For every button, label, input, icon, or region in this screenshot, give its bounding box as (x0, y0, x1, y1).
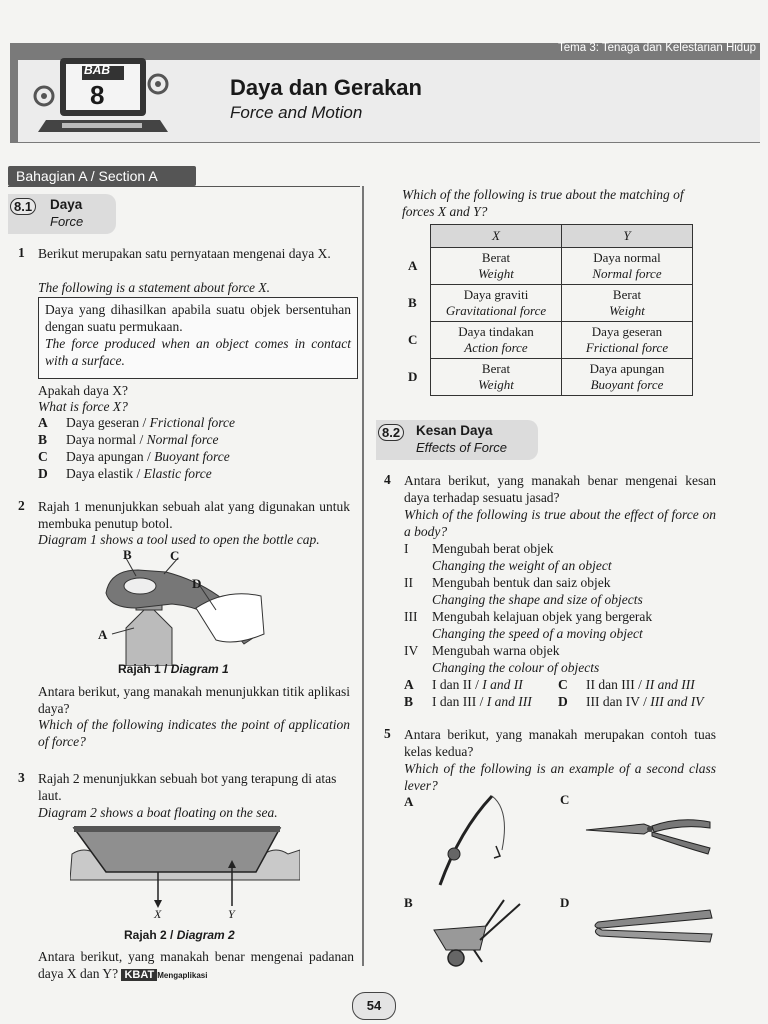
table-row[interactable]: C Daya tindakan Action force Daya geseran Frictional force (404, 322, 693, 359)
pliers-image[interactable] (584, 812, 714, 856)
statement-text: Daya yang dihasilkan apabila suatu objek bersentuhan dengan suatu permukaan. (45, 302, 351, 334)
floating-boat-diagram (70, 820, 300, 920)
statement-text-en: The force produced when an object comes in contact with a surface. (45, 336, 351, 368)
diagram-caption: Rajah 1 / Diagram 1 (118, 662, 229, 676)
list-item: IV Mengubah warna objek Changing the colour of objects (404, 643, 600, 675)
column-header-x: X (431, 225, 562, 248)
section-divider (8, 186, 360, 187)
question-number: 2 (18, 498, 25, 513)
question-ask: Antara berikut, yang manakah menunjukkan titik aplikasi daya? (38, 684, 350, 716)
fishing-rod-image[interactable] (430, 790, 520, 890)
page-number: 54 (352, 992, 396, 1020)
tongs-image[interactable] (590, 908, 716, 944)
option-d[interactable]: D III dan IV / III and IV (558, 694, 704, 709)
matching-table (404, 224, 693, 396)
question-stem-en: Diagram 1 shows a tool used to open the bottle cap. (38, 532, 320, 547)
option-b[interactable]: B I dan III / I and III (404, 694, 532, 709)
diagram-label-b: B (123, 547, 132, 562)
topic-subtitle: Effects of Force (416, 440, 508, 455)
question-stem: Rajah 2 menunjukkan sebuah bot yang terapung di atas laut. (38, 771, 337, 803)
option-c-label[interactable]: C (560, 792, 570, 807)
option-a-label[interactable]: A (404, 794, 414, 809)
chapter-number: 8 (90, 80, 105, 110)
section-label: Bahagian A / Section A (8, 166, 196, 186)
question-stem: Antara berikut, yang manakah merupakan contoh tuas kelas kedua? (404, 727, 716, 759)
question-ask-en: What is force X? (38, 399, 128, 414)
question-stem: Rajah 1 menunjukkan sebuah alat yang digunakan untuk membuka penutup botol. (38, 499, 350, 531)
question-stem: Antara berikut, yang manakah benar mengenai kesan daya terhadap sesuatu jasad? (404, 473, 716, 505)
option-c[interactable]: C II dan III / II and III (558, 677, 695, 692)
column-header-y: Y (562, 225, 693, 248)
question-ask: Antara berikut, yang manakah benar mengenai padanan daya X dan Y? KBAT Mengaplikasi (38, 949, 354, 981)
diagram-caption: Rajah 2 / Diagram 2 (124, 928, 235, 942)
topic-title: Kesan Daya (416, 423, 493, 438)
options-list (38, 414, 338, 482)
diagram-label-a: A (98, 627, 108, 642)
bottle-opener-diagram (96, 548, 266, 666)
options-grid (404, 676, 734, 710)
question-number: 4 (384, 472, 391, 487)
topic-subtitle: Force (50, 214, 84, 229)
topic-title: Daya (50, 197, 83, 212)
question-number: 1 (18, 245, 25, 260)
topic-number: 8.1 (10, 198, 36, 215)
wheelbarrow-image[interactable] (430, 896, 526, 970)
option-d[interactable]: D Daya elastik / Elastic force (38, 466, 212, 481)
table-row[interactable]: A Berat Weight Daya normal Normal force (404, 248, 693, 285)
question-number: 3 (18, 770, 25, 785)
theme-label: Tema 3: Tenaga dan Kelestarian Hidup (558, 42, 756, 54)
list-item: III Mengubah kelajuan objek yang bergerak Changing the speed of a moving object (404, 609, 653, 641)
question-stem-en: Which of the following is an example of a second class lever? (404, 761, 716, 793)
statement-box (38, 297, 358, 379)
table-row[interactable]: B Daya graviti Gravitational force Berat Weight (404, 285, 693, 322)
question-ask-en: Which of the following indicates the point of application of force? (38, 717, 350, 749)
kbat-badge: KBAT (121, 969, 157, 981)
statement-list (404, 540, 724, 676)
question-stem: Berikut merupakan satu pernyataan mengenai daya X. (38, 246, 331, 261)
table-row[interactable]: D Berat Weight Daya apungan Buoyant force (404, 359, 693, 396)
option-a[interactable]: A Daya geseran / Frictional force (38, 415, 235, 430)
chapter-subtitle: Force and Motion (230, 103, 363, 122)
kbat-level: Mengaplikasi (157, 971, 208, 980)
option-d-label[interactable]: D (560, 895, 570, 910)
question-stem-en: The following is a statement about force X. (38, 280, 270, 295)
list-item: II Mengubah bentuk dan saiz objek Changing the shape and size of objects (404, 575, 643, 607)
option-a[interactable]: A I dan II / I and II (404, 677, 523, 692)
question-number: 5 (384, 726, 391, 741)
force-label-y: Y (228, 907, 235, 921)
option-b-label[interactable]: B (404, 895, 413, 910)
option-c[interactable]: C Daya apungan / Buoyant force (38, 449, 230, 464)
question-ask: Apakah daya X? (38, 383, 128, 398)
question-stem-en: Diagram 2 shows a boat floating on the sea. (38, 805, 278, 820)
option-b[interactable]: B Daya normal / Normal force (38, 432, 219, 447)
chapter-word: BAB (84, 63, 110, 77)
diagram-label-d: D (192, 576, 202, 591)
force-label-x: X (154, 907, 162, 921)
question-stem-en: Which of the following is true about the effect of force on a body? (404, 507, 716, 539)
column-divider (362, 186, 364, 966)
topic-number: 8.2 (378, 424, 404, 441)
chapter-title: Daya dan Gerakan (230, 75, 422, 100)
list-item: I Mengubah berat objek Changing the weight of an object (404, 541, 612, 573)
question-ask-en: Which of the following is true about the matching of forces X and Y? (402, 187, 684, 219)
diagram-label-c: C (170, 548, 180, 563)
